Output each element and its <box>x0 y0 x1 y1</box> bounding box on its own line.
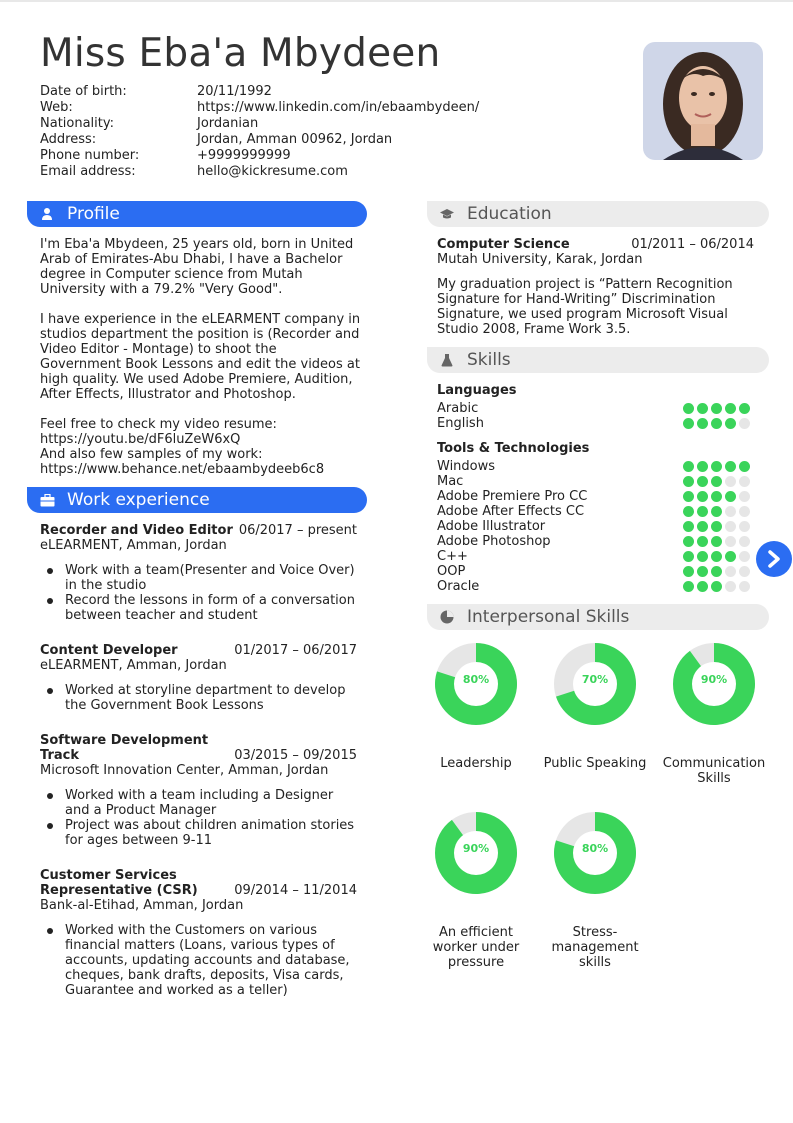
rating-dot-filled <box>711 521 722 532</box>
chevron-right-icon <box>766 550 782 568</box>
skills-title: Skills <box>467 349 511 370</box>
profile-line: After Effects, Illustrator and Photoshop. <box>40 387 296 402</box>
education-line: My graduation project is “Pattern Recognition <box>437 277 733 292</box>
rating-dot-filled <box>697 581 708 592</box>
info-value: 20/11/1992 <box>197 84 272 99</box>
rating-dot-filled <box>683 551 694 562</box>
rating-dot-filled <box>725 551 736 562</box>
job-bullet-line: Worked with a team including a Designer <box>65 788 334 803</box>
donut-skill-name: Stress-management skills <box>551 925 639 970</box>
behance-link[interactable]: https://www.behance.net/ebaambydeeb6c8 <box>40 462 325 477</box>
rating-dot-filled <box>683 461 694 472</box>
skill-group-title: Tools & Technologies <box>437 441 590 456</box>
rating-dot-empty <box>739 476 750 487</box>
info-label: Email address: <box>40 164 136 179</box>
job-title-line2: Track <box>40 748 79 763</box>
job-bullet-line: the Government Book Lessons <box>65 698 264 713</box>
skills-heading <box>427 347 769 373</box>
rating-dot-empty <box>739 551 750 562</box>
donut-percent-label: 80% <box>462 673 490 686</box>
degree: Computer Science <box>437 237 570 252</box>
donut-percent-label: 90% <box>700 673 728 686</box>
donut-percent-label: 90% <box>462 842 490 855</box>
job-title: Recorder and Video Editor <box>40 523 233 538</box>
education-title: Education <box>467 203 552 224</box>
flask-icon <box>427 353 467 367</box>
profile-line: I have experience in the eLEARMENT company in <box>40 312 361 327</box>
info-label: Nationality: <box>40 116 115 131</box>
skill-donut-chart <box>435 643 517 725</box>
next-page-button[interactable] <box>756 541 792 577</box>
info-value: +9999999999 <box>197 148 291 163</box>
graduation-cap-icon <box>427 208 467 220</box>
job-title: Content Developer <box>40 643 178 658</box>
donut-skill-name: Communication Skills <box>662 756 766 786</box>
profile-photo <box>643 42 763 160</box>
rating-dot-empty <box>725 521 736 532</box>
job-company: Microsoft Innovation Center, Amman, Jordan <box>40 763 329 778</box>
skill-rating <box>683 506 750 517</box>
skill-name: English <box>437 416 484 431</box>
donut-skill-name: Public Speaking <box>543 756 647 771</box>
rating-dot-filled <box>711 506 722 517</box>
skill-rating <box>683 536 750 547</box>
rating-dot-filled <box>697 418 708 429</box>
info-value-web[interactable]: https://www.linkedin.com/in/ebaambydeen/ <box>197 100 480 115</box>
rating-dot-empty <box>725 506 736 517</box>
profile-line: And also few samples of my work: <box>40 447 263 462</box>
job-bullet-line: for ages between 9-11 <box>65 833 212 848</box>
rating-dot-filled <box>697 536 708 547</box>
profile-line: Video Editor - Montage) to shoot the <box>40 342 277 357</box>
rating-dot-filled <box>697 506 708 517</box>
skill-donut-chart <box>435 812 517 894</box>
rating-dot-empty <box>739 418 750 429</box>
job-bullet-line: Record the lessons in form of a conversation <box>65 593 355 608</box>
education-dates: 01/2011 – 06/2014 <box>631 237 754 252</box>
profile-line: degree in Computer science from Mutah <box>40 267 303 282</box>
job-bullet-line: and a Product Manager <box>65 803 217 818</box>
bullet <box>47 793 53 799</box>
job-title: Customer Services <box>40 868 177 883</box>
job-dates: 01/2017 – 06/2017 <box>234 643 357 658</box>
profile-title: Profile <box>67 203 120 224</box>
info-value: Jordanian <box>197 116 259 131</box>
profile-line: University with a 79.2% "Very Good". <box>40 282 283 297</box>
job-bullet-line: in the studio <box>65 578 147 593</box>
rating-dot-filled <box>739 461 750 472</box>
school: Mutah University, Karak, Jordan <box>437 252 643 267</box>
work-heading <box>27 487 367 513</box>
job-dates: 09/2014 – 11/2014 <box>234 883 357 898</box>
rating-dot-empty <box>739 506 750 517</box>
job-bullet-line: Work with a team(Presenter and Voice Over) <box>65 563 355 578</box>
rating-dot-filled <box>725 491 736 502</box>
bullet <box>47 568 53 574</box>
skill-name: Windows <box>437 459 496 474</box>
info-label: Phone number: <box>40 148 140 163</box>
rating-dot-filled <box>683 476 694 487</box>
interpersonal-title: Interpersonal Skills <box>467 606 630 627</box>
info-row <box>40 132 479 148</box>
bullet <box>47 823 53 829</box>
rating-dot-filled <box>697 461 708 472</box>
info-row <box>40 100 479 116</box>
briefcase-icon <box>27 494 67 507</box>
rating-dot-filled <box>697 521 708 532</box>
rating-dot-filled <box>683 581 694 592</box>
rating-dot-empty <box>739 581 750 592</box>
rating-dot-filled <box>711 491 722 502</box>
education-line: Signature for Hand-Writing” Discrimination <box>437 292 716 307</box>
job-dates: 06/2017 – present <box>238 523 357 538</box>
profile-line: Feel free to check my video resume: <box>40 417 277 432</box>
rating-dot-filled <box>697 476 708 487</box>
skill-donut-chart <box>554 812 636 894</box>
profile-line: I'm Eba'a Mbydeen, 25 years old, born in United <box>40 237 354 252</box>
user-icon <box>27 207 67 221</box>
rating-dot-filled <box>711 551 722 562</box>
top-border <box>0 0 793 2</box>
rating-dot-filled <box>697 566 708 577</box>
rating-dot-filled <box>697 491 708 502</box>
rating-dot-filled <box>683 403 694 414</box>
skill-name: Adobe Premiere Pro CC <box>437 489 588 504</box>
skill-rating <box>683 476 750 487</box>
rating-dot-filled <box>711 461 722 472</box>
skill-rating <box>683 418 750 429</box>
job-bullet-line: between teacher and student <box>65 608 258 623</box>
job-bullet-line: Guarantee and worked as a teller) <box>65 983 288 998</box>
rating-dot-empty <box>739 491 750 502</box>
skill-name: Adobe Illustrator <box>437 519 546 534</box>
skill-group-title: Languages <box>437 383 517 398</box>
skill-rating <box>683 581 750 592</box>
job-dates: 03/2015 – 09/2015 <box>234 748 357 763</box>
rating-dot-filled <box>711 581 722 592</box>
profile-line: studios department the position is (Recorder and <box>40 327 360 342</box>
rating-dot-filled <box>711 403 722 414</box>
candidate-name: Miss Eba'a Mbydeen <box>40 31 441 76</box>
job-company: eLEARMENT, Amman, Jordan <box>40 538 227 553</box>
job-bullet-line: financial matters (Loans, various types of <box>65 938 335 953</box>
info-row <box>40 164 479 180</box>
profile-line: high quality. We used Adobe Premiere, Audition, <box>40 372 353 387</box>
pie-chart-icon <box>427 610 467 624</box>
skill-donut-chart <box>554 643 636 725</box>
rating-dot-filled <box>683 536 694 547</box>
job-title-line2: Representative (CSR) <box>40 883 198 898</box>
work-title: Work experience <box>67 489 210 510</box>
skill-name: C++ <box>437 549 468 564</box>
rating-dot-filled <box>697 403 708 414</box>
rating-dot-filled <box>711 476 722 487</box>
rating-dot-filled <box>739 403 750 414</box>
info-label: Web: <box>40 100 73 115</box>
personal-info <box>40 84 479 180</box>
skill-name: OOP <box>437 564 466 579</box>
info-row <box>40 116 479 132</box>
skill-rating <box>683 491 750 502</box>
rating-dot-filled <box>725 418 736 429</box>
interpersonal-heading <box>427 604 769 630</box>
bullet <box>47 688 53 694</box>
rating-dot-filled <box>683 418 694 429</box>
rating-dot-empty <box>725 581 736 592</box>
info-value-email[interactable]: hello@kickresume.com <box>197 164 348 179</box>
job-bullet-line: cheques, bank drafts, deposits, Visa cards, <box>65 968 344 983</box>
education-line: Studio 2008, Frame Work 3.5. <box>437 322 631 337</box>
donut-percent-label: 80% <box>581 842 609 855</box>
donut-skill-name: Leadership <box>440 756 512 771</box>
rating-dot-empty <box>725 566 736 577</box>
rating-dot-filled <box>711 536 722 547</box>
job-company: eLEARMENT, Amman, Jordan <box>40 658 227 673</box>
rating-dot-empty <box>725 476 736 487</box>
bullet <box>47 598 53 604</box>
job-bullet-line: Project was about children animation stories <box>65 818 355 833</box>
rating-dot-filled <box>725 461 736 472</box>
bullet <box>47 928 53 934</box>
info-label: Address: <box>40 132 97 147</box>
job-bullet-line: Worked at storyline department to develop <box>65 683 346 698</box>
rating-dot-empty <box>739 566 750 577</box>
info-row <box>40 84 479 100</box>
skill-name: Arabic <box>437 401 479 416</box>
skill-rating <box>683 566 750 577</box>
profile-line: Arab of Emirates-Abu Dhabi, I have a Bachelor <box>40 252 343 267</box>
education-line: Signature, we used program Microsoft Visual <box>437 307 728 322</box>
education-heading <box>427 201 769 227</box>
skill-name: Mac <box>437 474 464 489</box>
rating-dot-filled <box>725 403 736 414</box>
donut-skill-name: An efficient worker under pressure <box>432 925 520 970</box>
rating-dot-filled <box>711 418 722 429</box>
skill-rating <box>683 521 750 532</box>
profile-line: Government Book Lessons and edit the videos at <box>40 357 360 372</box>
job-title: Software Development <box>40 733 209 748</box>
skill-donut-chart <box>673 643 755 725</box>
rating-dot-empty <box>725 536 736 547</box>
job-bullet-line: accounts, updating accounts and database, <box>65 953 350 968</box>
job-bullet-line: Worked with the Customers on various <box>65 923 317 938</box>
info-row <box>40 148 479 164</box>
rating-dot-filled <box>711 566 722 577</box>
skill-name: Oracle <box>437 579 480 594</box>
rating-dot-empty <box>739 521 750 532</box>
skill-rating <box>683 403 750 414</box>
profile-heading <box>27 201 367 227</box>
rating-dot-filled <box>697 551 708 562</box>
rating-dot-filled <box>683 566 694 577</box>
skill-name: Adobe Photoshop <box>437 534 551 549</box>
skill-name: Adobe After Effects CC <box>437 504 585 519</box>
info-value: Jordan, Amman 00962, Jordan <box>197 132 393 147</box>
skill-rating <box>683 551 750 562</box>
job-company: Bank-al-Etihad, Amman, Jordan <box>40 898 244 913</box>
rating-dot-filled <box>683 521 694 532</box>
rating-dot-filled <box>683 506 694 517</box>
skill-rating <box>683 461 750 472</box>
rating-dot-filled <box>683 491 694 502</box>
rating-dot-empty <box>739 536 750 547</box>
video-resume-link[interactable]: https://youtu.be/dF6luZeW6xQ <box>40 432 241 447</box>
info-label: Date of birth: <box>40 84 127 99</box>
donut-percent-label: 70% <box>581 673 609 686</box>
